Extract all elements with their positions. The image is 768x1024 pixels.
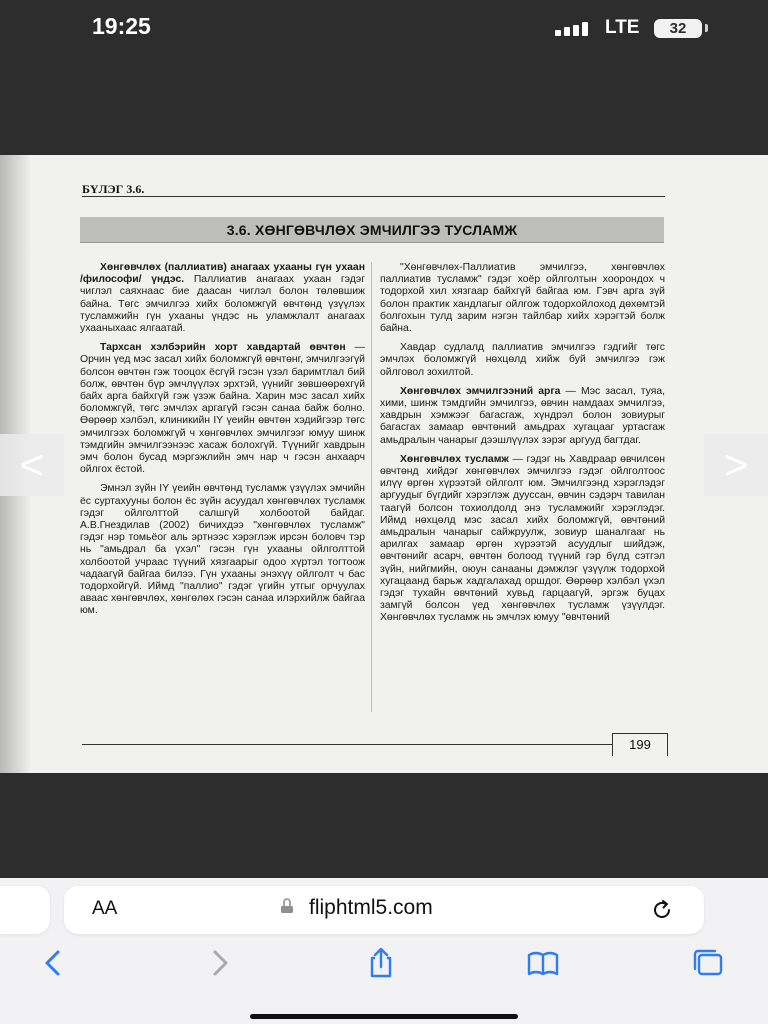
text-size-button[interactable]: AA	[92, 898, 118, 919]
paragraph	[380, 454, 665, 625]
paragraph	[380, 262, 665, 335]
paragraph	[80, 342, 365, 476]
tabs-icon[interactable]	[690, 946, 724, 980]
battery-nub	[705, 24, 708, 32]
share-icon[interactable]	[364, 946, 398, 980]
paragraph-body: — гэдэг нь Хавдраар өвчилсөн өвчтөнд хийдэг хөнгөвчлөх эмчилгээ гэдэг ойлголтоос илүү өргөн хүрээтэй ойлголт юм. Эмчилгээнд хэрэглэдэг аргуудыг бүгдийг хэрэглэж дууссан, өвчин сэдэрч тавилан таагүй болсон тохиолдолд энэ тусламжийг хэрэглэдэг. Иймд нөхцөлд мэс засал хийх боломжгүй, өвчтөний амьдралын чанарыг сайжруулж, зовиур шаналгааг нь арилгах замаар өргөн хүрээтэй асуудлыг шийдэж, өвчтөнийг асарч, өвчтөн болоод түүний гэр бүлд сэтгэл зүйн, нийгмийн, оюун санааны дэмжлэг үзүүлж тодорхой хугацаанд барьж хадгалахад оршдог. Өөрөөр хэлбэл үхэл гэдэг тухайн өвчтөний хувьд гарцаагүй, эргэж буцах замгүй болсон үед хөнгөвчлөх тусламж үзүүлдэг. Хөнгөвчлөх тусламж нь эмчлэх юмуу "өвчтөний	[380, 453, 665, 624]
paragraph-body: — Мэс засал, туяа, хими, шинж тэмдгийн эмчилгээ, өвчин намдаах эмчилгээ, хавдрын хэмжээг багасгаж, хүндрэл болон зовиурыг багасгах замаар өвчтөний амьдрах хугацааг уртасгаж амьдралын чанарыг дээшлүүлэх зэрэг аргууд багтдаг.	[380, 385, 666, 446]
document-page[interactable]	[0, 155, 768, 773]
cellular-signal-icon	[555, 22, 597, 36]
chevron-right-icon: >	[723, 441, 749, 488]
browser-bottom-bar	[0, 878, 768, 1024]
section-title: 3.6. ХӨНГӨВЧЛӨХ ЭМЧИЛГЭЭ ТУСЛАМЖ	[226, 222, 518, 238]
paragraph	[80, 483, 365, 617]
network-type: LTE	[605, 17, 640, 38]
previous-tab-preview[interactable]	[0, 886, 50, 934]
paragraph-body: "Хөнгөвчлөх-Паллиатив эмчилгээ, хөнгөвчлөх паллиатив тусламж" гэдэг хоёр ойлголтын хоорондох ч тодорхой хил хязгаар байхгүй байгаа юм. Гэвч арга зүй болон практик хандлагыг ойлгож тодорхойлоход дөхөмтэй болгохын тулд зарим нэгэн тайлбар хийх хэрэгтэй болж байна.	[380, 262, 665, 335]
battery-level: 32	[669, 20, 687, 37]
paragraph-lead: Тархсан хэлбэрийн хорт хавдартай өвчтөн	[100, 342, 346, 354]
paragraph-body: Хавдар судлалд паллиатив эмчилгээ гэдгийг төгс эмчлэх боломжгүй нөхцөлд хийж буй эмчилгээ гэж ойлговол зохилтой.	[380, 342, 665, 378]
paragraph-lead: Хөнгөвчлөх эмчилгээний арга	[400, 385, 561, 397]
reload-icon[interactable]	[650, 898, 674, 922]
address-bar[interactable]	[64, 886, 704, 934]
bookmarks-icon[interactable]	[526, 946, 560, 980]
paragraph-body: Эмнэл зүйн IY үеийн өвчтөнд тусламж үзүүлэх эмчийн ёс суртахууны болон ёс зүйн асуудал хөнгөвчлөх тусламж гэдэг ойлголттой салшгүй холбоотой байдаг. А.В.Гнездилав (2002) бичихдээ "хөнгөвчлөх тусламж" гэдэг нэр томьёог аль эртнээс хэрэглэж ирсэн боловч тэр нь "амьдрал ба үхэл" гэсэн гүн ухааны ойлголттой холбоотой учраас түүний хязгаарыг одоо хүртэл тогтоож чадаагүй байгаа билээ. Гүн ухааны энэхүү ойлголт ч бас тодорхойгүй. Иймд "паллио" гэдэг үгийн утгыг орчуулах аваас хөнгөвчлөх, хөнгөлөх гэсэн санаа илэрхийлж байгаа юм.	[80, 483, 365, 617]
home-indicator	[250, 1014, 518, 1019]
clock: 19:25	[92, 13, 151, 39]
footer-divider	[82, 744, 612, 745]
chevron-left-icon: <	[19, 441, 45, 488]
paragraph	[380, 342, 665, 379]
column-divider	[371, 262, 372, 712]
back-icon[interactable]	[36, 946, 70, 980]
paragraph-lead: Хөнгөвчлөх (паллиатив) анагаах ухааны гүн ухаан /философи/ үндэс.	[80, 262, 365, 286]
next-page-button[interactable]	[704, 434, 768, 496]
section-title-bar	[80, 217, 664, 243]
paragraph	[380, 386, 665, 447]
paragraph	[80, 262, 365, 335]
lock-shackle	[283, 898, 291, 906]
left-column	[80, 262, 365, 625]
paragraph-body: — Орчин үед мэс засал хийх боломжгүй өвчтөнг, эмчилгээгүй болсон өвчтөн гэж тооцох ёсгүй гэсэн үзэл баримтлал бий болж, өвчтөн бүр эмчлүүлэх эрхтэй, үүнийг зөвшөөрөхгүй байх арга байхгүй гэж үзэж байна. Харин мэс засал хийх боломжгүй, төгс эмчлэх аргагүй гэсэн санаа байж болно. Өөрөөр хэлбэл, клиникийн IY үеийн өвчтөн хэдийгээр төгс эмчилгээх боломжгүй ч хөнгөвчлөх эмчилгээг юмуу шинж тэмдгийн эмчилгээнээс хасаж болохгүй. Түүнийг хавдрын эмч болон бусад мэргэжлийн эмч нар ч гэсэн анхаарч ойлгох ёстой.	[80, 342, 366, 476]
battery-icon	[654, 19, 702, 38]
url-text: fliphtml5.com	[309, 896, 433, 919]
chapter-label: БҮЛЭГ 3.6.	[82, 182, 145, 196]
paragraph-lead: Хөнгөвчлөх тусламж	[400, 453, 509, 465]
previous-page-button[interactable]	[0, 434, 64, 496]
header-divider	[82, 196, 665, 197]
page-number: 199	[612, 733, 668, 756]
forward-icon[interactable]	[203, 946, 237, 980]
right-column	[380, 262, 665, 632]
status-bar	[0, 0, 768, 60]
paragraph-body: Паллиатив анагаах ухаан гэдэг чиглэл саяхнаас бие даасан чиглэл болон төлөвшиж байна. Төгс эмчилгээ хийх боломжгүй өвчтөнд үзүүлэх тусламжийн гүн ухааны үндэс нь уламжлалт анагаах ухааныхаас ялгаатай.	[80, 274, 365, 335]
